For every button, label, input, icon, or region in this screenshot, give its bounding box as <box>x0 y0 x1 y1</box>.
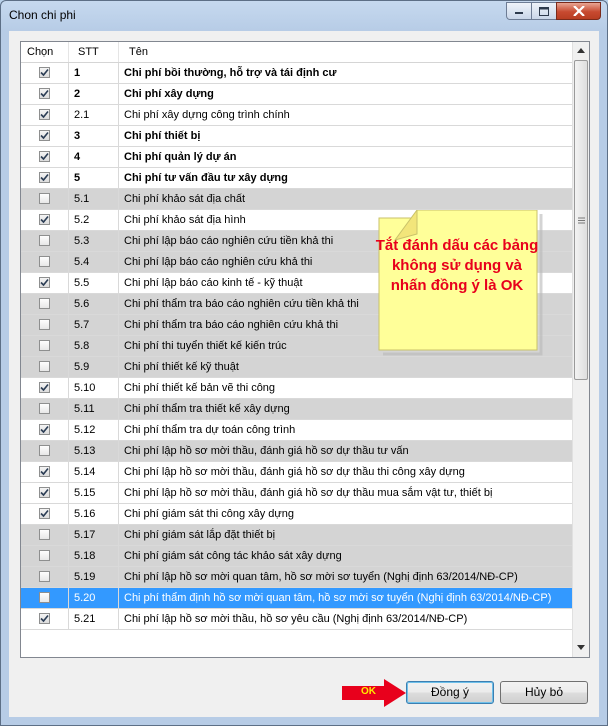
stt-cell: 5.5 <box>69 273 119 293</box>
minimize-button[interactable] <box>506 2 532 20</box>
name-cell: Chi phí lập hồ sơ mời quan tâm, hồ sơ mời sơ tuyển (Nghị định 63/2014/NĐ-CP) <box>124 571 518 583</box>
table-row[interactable] <box>21 126 572 147</box>
select-cell <box>21 525 69 545</box>
row-checkbox[interactable] <box>39 571 50 582</box>
name-cell: Chi phí thiết kế bản vẽ thi công <box>124 382 276 394</box>
row-checkbox[interactable] <box>39 88 50 99</box>
table-row[interactable] <box>21 378 572 399</box>
stt-cell: 5.4 <box>69 252 119 272</box>
checkmark-icon <box>40 425 49 434</box>
name-cell: Chi phí thẩm tra dự toán công trình <box>124 424 296 436</box>
vertical-scrollbar[interactable] <box>572 42 589 657</box>
name-cell: Chi phí giám sát thi công xây dựng <box>124 508 295 520</box>
row-checkbox[interactable] <box>39 214 50 225</box>
name-cell: Chi phí lập hồ sơ mời thầu, đánh giá hồ sơ dự thầu thi công xây dựng <box>124 466 465 478</box>
name-cell: Chi phí lập báo cáo kinh tế - kỹ thuật <box>124 277 303 289</box>
stt-cell: 5.14 <box>69 462 119 482</box>
stt-cell: 5.9 <box>69 357 119 377</box>
name-cell: Chi phí thẩm định hồ sơ mời quan tâm, hồ sơ mời sơ tuyển (Nghị định 63/2014/NĐ-CP) <box>124 592 552 604</box>
name-cell: Chi phí xây dựng <box>124 88 214 100</box>
select-cell <box>21 315 69 335</box>
scroll-up-button[interactable] <box>573 42 589 59</box>
row-checkbox[interactable] <box>39 613 50 624</box>
row-checkbox[interactable] <box>39 319 50 330</box>
checkmark-icon <box>40 614 49 623</box>
table-row[interactable] <box>21 84 572 105</box>
row-checkbox[interactable] <box>39 193 50 204</box>
checkmark-icon <box>40 110 49 119</box>
cost-grid <box>20 41 590 658</box>
table-row[interactable] <box>21 609 572 630</box>
maximize-button[interactable] <box>531 2 557 20</box>
checkmark-icon <box>40 89 49 98</box>
select-cell <box>21 378 69 398</box>
checkmark-icon <box>40 215 49 224</box>
row-checkbox[interactable] <box>39 130 50 141</box>
select-cell <box>21 63 69 83</box>
stt-cell: 5.21 <box>69 609 119 629</box>
checkmark-icon <box>40 383 49 392</box>
select-cell <box>21 336 69 356</box>
row-checkbox[interactable] <box>39 298 50 309</box>
name-cell: Chi phí xây dựng công trình chính <box>124 109 290 121</box>
select-cell <box>21 231 69 251</box>
close-button[interactable] <box>556 2 601 20</box>
stt-cell: 1 <box>69 63 119 83</box>
scroll-down-icon <box>577 645 585 650</box>
ok-arrow-label: OK <box>361 686 376 697</box>
column-header-name[interactable]: Tên <box>129 46 148 58</box>
row-checkbox[interactable] <box>39 67 50 78</box>
stt-cell: 5.18 <box>69 546 119 566</box>
name-cell: Chi phí thẩm tra báo cáo nghiên cứu tiền khả thi <box>124 298 359 310</box>
name-cell: Chi phí khảo sát địa hình <box>124 214 246 226</box>
select-cell <box>21 462 69 482</box>
checkmark-icon <box>40 68 49 77</box>
table-row[interactable] <box>21 168 572 189</box>
select-cell <box>21 252 69 272</box>
select-cell <box>21 189 69 209</box>
checkmark-icon <box>40 131 49 140</box>
scroll-up-icon <box>577 48 585 53</box>
select-cell <box>21 273 69 293</box>
select-cell <box>21 588 69 608</box>
stt-cell: 2 <box>69 84 119 104</box>
callout-text: Tắt đánh dấu các bảng không sử dụng và nhấn đồng ý là OK <box>375 237 539 294</box>
row-checkbox[interactable] <box>39 592 50 603</box>
name-cell: Chi phí thẩm tra báo cáo nghiên cứu khả thi <box>124 319 339 331</box>
grip-icon <box>578 217 585 224</box>
select-cell <box>21 420 69 440</box>
maximize-icon <box>539 7 549 16</box>
name-cell: Chi phí thiết bị <box>124 130 201 142</box>
stt-cell: 5.15 <box>69 483 119 503</box>
select-cell <box>21 357 69 377</box>
table-row[interactable] <box>21 546 572 567</box>
select-cell <box>21 105 69 125</box>
row-checkbox[interactable] <box>39 277 50 288</box>
stt-cell: 5.12 <box>69 420 119 440</box>
select-cell <box>21 84 69 104</box>
stt-cell: 5.20 <box>69 588 119 608</box>
scroll-down-button[interactable] <box>573 639 589 656</box>
table-row[interactable] <box>21 357 572 378</box>
name-cell: Chi phí thẩm tra thiết kế xây dựng <box>124 403 290 415</box>
checkmark-icon <box>40 152 49 161</box>
row-checkbox[interactable] <box>39 172 50 183</box>
select-cell <box>21 168 69 188</box>
row-checkbox[interactable] <box>39 487 50 498</box>
checkmark-icon <box>40 278 49 287</box>
table-row[interactable] <box>21 525 572 546</box>
row-checkbox[interactable] <box>39 424 50 435</box>
table-row[interactable] <box>21 441 572 462</box>
select-cell <box>21 483 69 503</box>
stt-cell: 5.2 <box>69 210 119 230</box>
select-cell <box>21 399 69 419</box>
name-cell: Chi phí lập báo cáo nghiên cứu tiền khả thi <box>124 235 334 247</box>
stt-cell: 5.16 <box>69 504 119 524</box>
stt-cell: 5.7 <box>69 315 119 335</box>
name-cell: Chi phí lập hồ sơ mời thầu, đánh giá hồ sơ dự thầu tư vấn <box>124 445 409 457</box>
stt-cell: 5.13 <box>69 441 119 461</box>
row-checkbox[interactable] <box>39 235 50 246</box>
table-row[interactable] <box>21 189 572 210</box>
stt-cell: 5 <box>69 168 119 188</box>
name-cell: Chi phí bồi thường, hỗ trợ và tái định cư <box>124 67 337 79</box>
window-title: Chon chi phi <box>9 8 76 22</box>
row-checkbox[interactable] <box>39 508 50 519</box>
row-checkbox[interactable] <box>39 529 50 540</box>
checkmark-icon <box>40 488 49 497</box>
table-row[interactable] <box>21 105 572 126</box>
stt-cell: 4 <box>69 147 119 167</box>
title-bar[interactable] <box>1 1 607 29</box>
stt-cell: 3 <box>69 126 119 146</box>
row-checkbox[interactable] <box>39 361 50 372</box>
stt-cell: 5.6 <box>69 294 119 314</box>
stt-cell: 5.1 <box>69 189 119 209</box>
table-row[interactable] <box>21 420 572 441</box>
select-cell <box>21 147 69 167</box>
checkmark-icon <box>40 173 49 182</box>
stt-cell: 5.8 <box>69 336 119 356</box>
stt-cell: 5.10 <box>69 378 119 398</box>
name-cell: Chi phí giám sát lắp đặt thiết bị <box>124 529 276 541</box>
stt-cell: 5.17 <box>69 525 119 545</box>
row-checkbox[interactable] <box>39 109 50 120</box>
select-cell <box>21 441 69 461</box>
row-checkbox[interactable] <box>39 466 50 477</box>
name-cell: Chi phí tư vấn đầu tư xây dựng <box>124 172 288 184</box>
row-checkbox[interactable] <box>39 256 50 267</box>
checkmark-icon <box>40 467 49 476</box>
stt-cell: 5.11 <box>69 399 119 419</box>
scrollbar-thumb[interactable] <box>574 60 588 380</box>
table-row[interactable] <box>21 504 572 525</box>
table-row[interactable] <box>21 483 572 504</box>
row-checkbox[interactable] <box>39 340 50 351</box>
name-cell: Chi phí lập hồ sơ mời thầu, hồ sơ yêu cầu (Nghị định 63/2014/NĐ-CP) <box>124 613 468 625</box>
close-icon <box>573 6 585 16</box>
column-header-select[interactable]: Chọn <box>21 42 69 62</box>
select-cell <box>21 609 69 629</box>
select-cell <box>21 126 69 146</box>
select-cell <box>21 567 69 587</box>
name-cell: Chi phí thi tuyển thiết kế kiến trúc <box>124 340 287 352</box>
row-checkbox[interactable] <box>39 550 50 561</box>
name-cell: Chi phí quản lý dự án <box>124 151 237 163</box>
select-cell <box>21 504 69 524</box>
minimize-icon <box>514 7 524 15</box>
row-checkbox[interactable] <box>39 403 50 414</box>
row-checkbox[interactable] <box>39 151 50 162</box>
row-checkbox[interactable] <box>39 382 50 393</box>
name-cell: Chi phí khảo sát địa chất <box>124 193 246 205</box>
select-cell <box>21 210 69 230</box>
ok-button[interactable]: Đồng ý <box>406 681 494 704</box>
table-row[interactable] <box>21 63 572 84</box>
name-cell: Chi phí thiết kế kỹ thuật <box>124 361 239 373</box>
table-row[interactable] <box>21 567 572 588</box>
select-cell <box>21 546 69 566</box>
instruction-callout <box>369 210 545 356</box>
name-cell: Chi phí lập hồ sơ mời thầu, đánh giá hồ sơ dự thầu mua sắm vật tư, thiết bị <box>124 487 493 499</box>
stt-cell: 5.19 <box>69 567 119 587</box>
select-cell <box>21 294 69 314</box>
name-cell: Chi phí giám sát công tác khảo sát xây dựng <box>124 550 342 562</box>
column-header-stt[interactable]: STT <box>69 42 119 62</box>
checkmark-icon <box>40 509 49 518</box>
table-row[interactable] <box>21 399 572 420</box>
cancel-button[interactable]: Hủy bỏ <box>500 681 588 704</box>
grid-header <box>21 42 572 63</box>
table-row[interactable] <box>21 147 572 168</box>
name-cell: Chi phí lập báo cáo nghiên cứu khả thi <box>124 256 313 268</box>
stt-cell: 2.1 <box>69 105 119 125</box>
table-row[interactable] <box>21 588 572 609</box>
table-row[interactable] <box>21 462 572 483</box>
dialog-content <box>9 31 599 717</box>
row-checkbox[interactable] <box>39 445 50 456</box>
stt-cell: 5.3 <box>69 231 119 251</box>
